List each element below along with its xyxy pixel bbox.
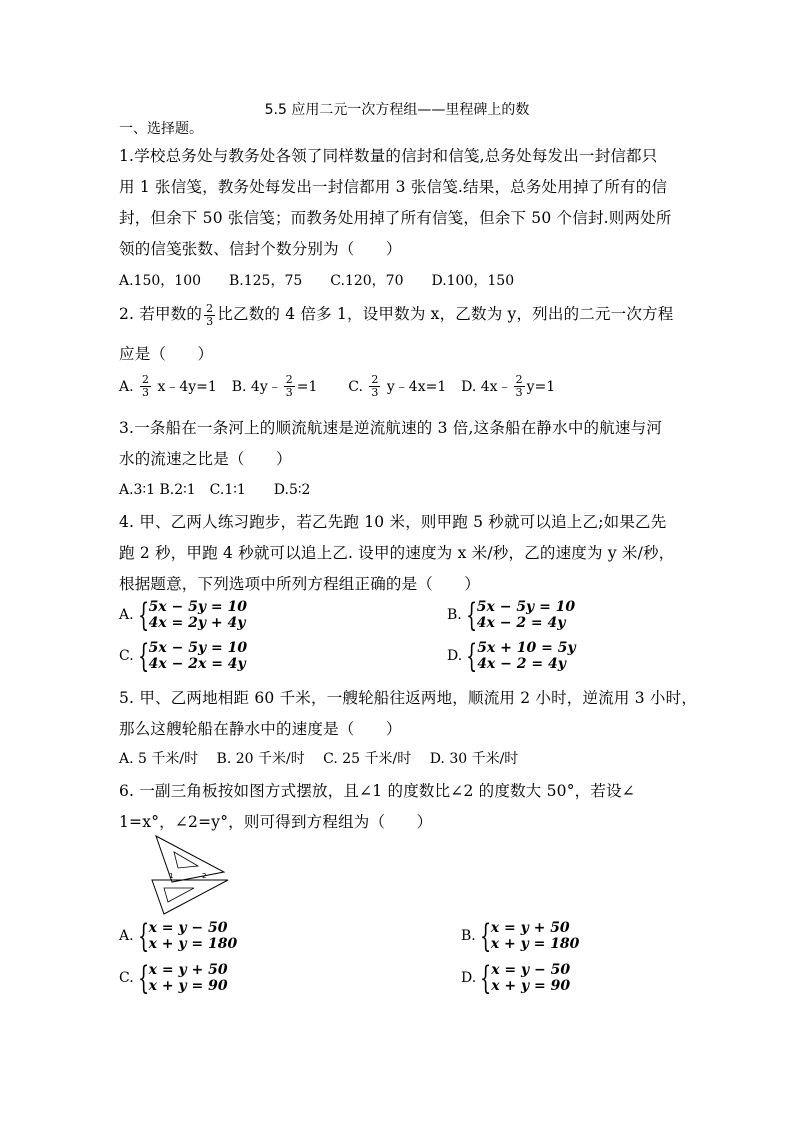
- lower-triangle: [152, 880, 228, 914]
- option-label: C.: [119, 648, 134, 664]
- q6-option-a: [119, 917, 238, 955]
- equation-1: x = y + 50: [490, 920, 570, 936]
- q1-options: A.150，100 B.125，75 C.120，70 D.100，150: [119, 273, 515, 289]
- equation-system: [491, 962, 570, 994]
- q6-option-b: [461, 917, 580, 955]
- q4-line-3: 根据题意，下列选项中所列方程组正确的是（ ）: [119, 575, 481, 593]
- option-c-pre: C.: [348, 378, 368, 395]
- equation-1: 5x − 5y = 10: [476, 599, 576, 615]
- fraction-numerator: 2: [515, 373, 523, 386]
- equation-system: [149, 962, 228, 994]
- equation-1: x = y − 50: [491, 962, 571, 978]
- q4-option-a: [119, 596, 247, 634]
- q2-pre: 2. 若甲数的: [119, 305, 203, 323]
- angle-1-label: 1: [169, 872, 174, 880]
- option-c-post: y﹣4x=1: [382, 378, 447, 395]
- option-a-post: x﹣4y=1: [153, 378, 217, 395]
- equation-1: 5x − 5y = 10: [148, 599, 247, 615]
- q4-line-2: 跑 2 秒，甲跑 4 秒就可以追上乙. 设甲的速度为 x 米/秒，乙的速度为 y 米/秒，: [119, 544, 675, 562]
- brace-icon: {: [137, 917, 149, 955]
- q4-option-c: [119, 637, 248, 675]
- equation-1: 5x − 5y = 10: [148, 640, 248, 656]
- fraction-numerator: 2: [285, 373, 293, 386]
- equation-system: [477, 599, 575, 631]
- option-c-fraction: [369, 374, 380, 399]
- fraction-denominator: 3: [206, 314, 214, 328]
- q2-option-b: [231, 373, 318, 399]
- q1-line-3: 封，但余下 50 张信笺；而教务处用掉了所有信笺，但余下 50 个信封.则两处所: [119, 209, 672, 227]
- brace-icon: {: [137, 596, 149, 634]
- equation-2: x + y = 180: [148, 936, 238, 952]
- equation-2: 4x − 2x = 4y: [148, 656, 246, 672]
- option-a-fraction: [140, 374, 151, 399]
- option-label: D.: [447, 648, 463, 664]
- equation-system: [149, 920, 238, 952]
- brace-icon: {: [479, 917, 491, 955]
- equation-1: 5x + 10 = 5y: [477, 640, 576, 656]
- option-b-fraction: [284, 374, 295, 399]
- page-title: 5.5 应用二元一次方程组——里程碑上的数: [264, 102, 530, 118]
- q2-options: [119, 374, 555, 399]
- equation-1: x = y + 50: [148, 962, 228, 978]
- equation-system: [149, 599, 247, 631]
- fraction-denominator: 3: [371, 386, 379, 399]
- option-d-pre: D. 4x﹣: [461, 378, 512, 395]
- equation-system: [477, 640, 575, 672]
- q2-option-d: [461, 373, 556, 399]
- q6-line-2: 1=x°，∠2=y°，则可得到方程组为（ ）: [119, 813, 433, 831]
- option-d-fraction: [514, 374, 525, 399]
- fraction-numerator: 2: [142, 373, 150, 386]
- q2-post: 比乙数的 4 倍多 1，设甲数为 x，乙数为 y，列出的二元一次方程: [217, 305, 674, 323]
- q1-line-2: 用 1 张信笺，教务处每发出一封信都用 3 张信笺.结果，总务处用掉了所有的信: [119, 178, 668, 196]
- fraction-denominator: 3: [285, 386, 293, 399]
- triangle-rulers-figure: [150, 832, 230, 916]
- option-a-pre: A.: [119, 378, 139, 395]
- brace-icon: {: [137, 959, 149, 997]
- q3-line-1: 3.一条船在一条河上的顺流航速是逆流航速的 3 倍,这条船在静水中的航速与河: [119, 419, 663, 437]
- q1-line-4: 领的信笺张数、信封个数分别为（ ）: [119, 240, 402, 258]
- upper-triangle-hole: [174, 852, 198, 868]
- q1-line-1: 1.学校总务处与教务处各领了同样数量的信封和信笺,总务处每发出一封信都只: [119, 147, 658, 165]
- q2-option-a: [119, 373, 217, 399]
- q4-option-b: [447, 596, 576, 634]
- option-label: D.: [461, 970, 477, 986]
- option-b-post: =1: [296, 378, 318, 395]
- option-label: A.: [119, 607, 134, 623]
- q4-line-1: 4. 甲、乙两人练习跑步，若乙先跑 10 米，则甲跑 5 秒就可以追上乙;如果乙先: [119, 513, 667, 531]
- equation-1: x = y − 50: [148, 920, 228, 936]
- option-label: B.: [461, 928, 476, 944]
- q3-line-2: 水的流速之比是（ ）: [119, 450, 292, 468]
- q2-option-c: [348, 373, 447, 399]
- upper-triangle: [156, 836, 224, 882]
- q5-line-1: 5. 甲、乙两地相距 60 千米，一艘轮船往返两地，顺流用 2 小时，逆流用 3 小时，: [119, 689, 698, 707]
- q5-line-2: 那么这艘轮船在静水中的速度是（ ）: [119, 720, 402, 738]
- fraction-denominator: 3: [515, 386, 523, 399]
- q6-option-c: [119, 959, 228, 997]
- brace-icon: {: [465, 596, 477, 634]
- option-b-pre: B. 4y﹣: [231, 378, 282, 395]
- option-label: C.: [119, 970, 134, 986]
- fraction-numerator: 2: [371, 373, 379, 386]
- option-label: A.: [119, 928, 134, 944]
- section-heading: 一、选择题。: [119, 121, 203, 137]
- q2-line-1: [119, 302, 674, 328]
- angle-2-label: 2: [202, 872, 207, 880]
- equation-2: 4x − 2 = 4y: [477, 656, 566, 672]
- q2-fraction: [204, 303, 215, 328]
- equation-system: [149, 640, 247, 672]
- option-d-post: y=1: [526, 378, 556, 395]
- equation-2: 4x − 2 = 4y: [476, 615, 566, 631]
- equation-system: [491, 920, 580, 952]
- equation-2: x + y = 180: [490, 936, 580, 952]
- q4-option-d: [447, 637, 576, 675]
- equation-2: 4x = 2y + 4y: [148, 615, 246, 631]
- option-label: B.: [447, 607, 462, 623]
- brace-icon: {: [466, 637, 478, 675]
- q2-line-2: 应是（ ）: [119, 345, 214, 363]
- q6-line-1: 6. 一副三角板按如图方式摆放，且∠1 的度数比∠2 的度数大 50°，若设∠: [119, 782, 635, 800]
- equation-2: x + y = 90: [491, 978, 571, 994]
- equation-2: x + y = 90: [148, 978, 228, 994]
- brace-icon: {: [480, 959, 492, 997]
- q6-option-d: [461, 959, 571, 997]
- brace-icon: {: [137, 637, 149, 675]
- q3-options: A.3∶1 B.2∶1 C.1∶1 D.5∶2: [119, 482, 311, 498]
- fraction-denominator: 3: [142, 386, 150, 399]
- q5-options: A. 5 千米/时 B. 20 千米/时 C. 25 千米/时 D. 30 千米/时: [119, 751, 519, 767]
- fraction-numerator: 2: [206, 301, 214, 315]
